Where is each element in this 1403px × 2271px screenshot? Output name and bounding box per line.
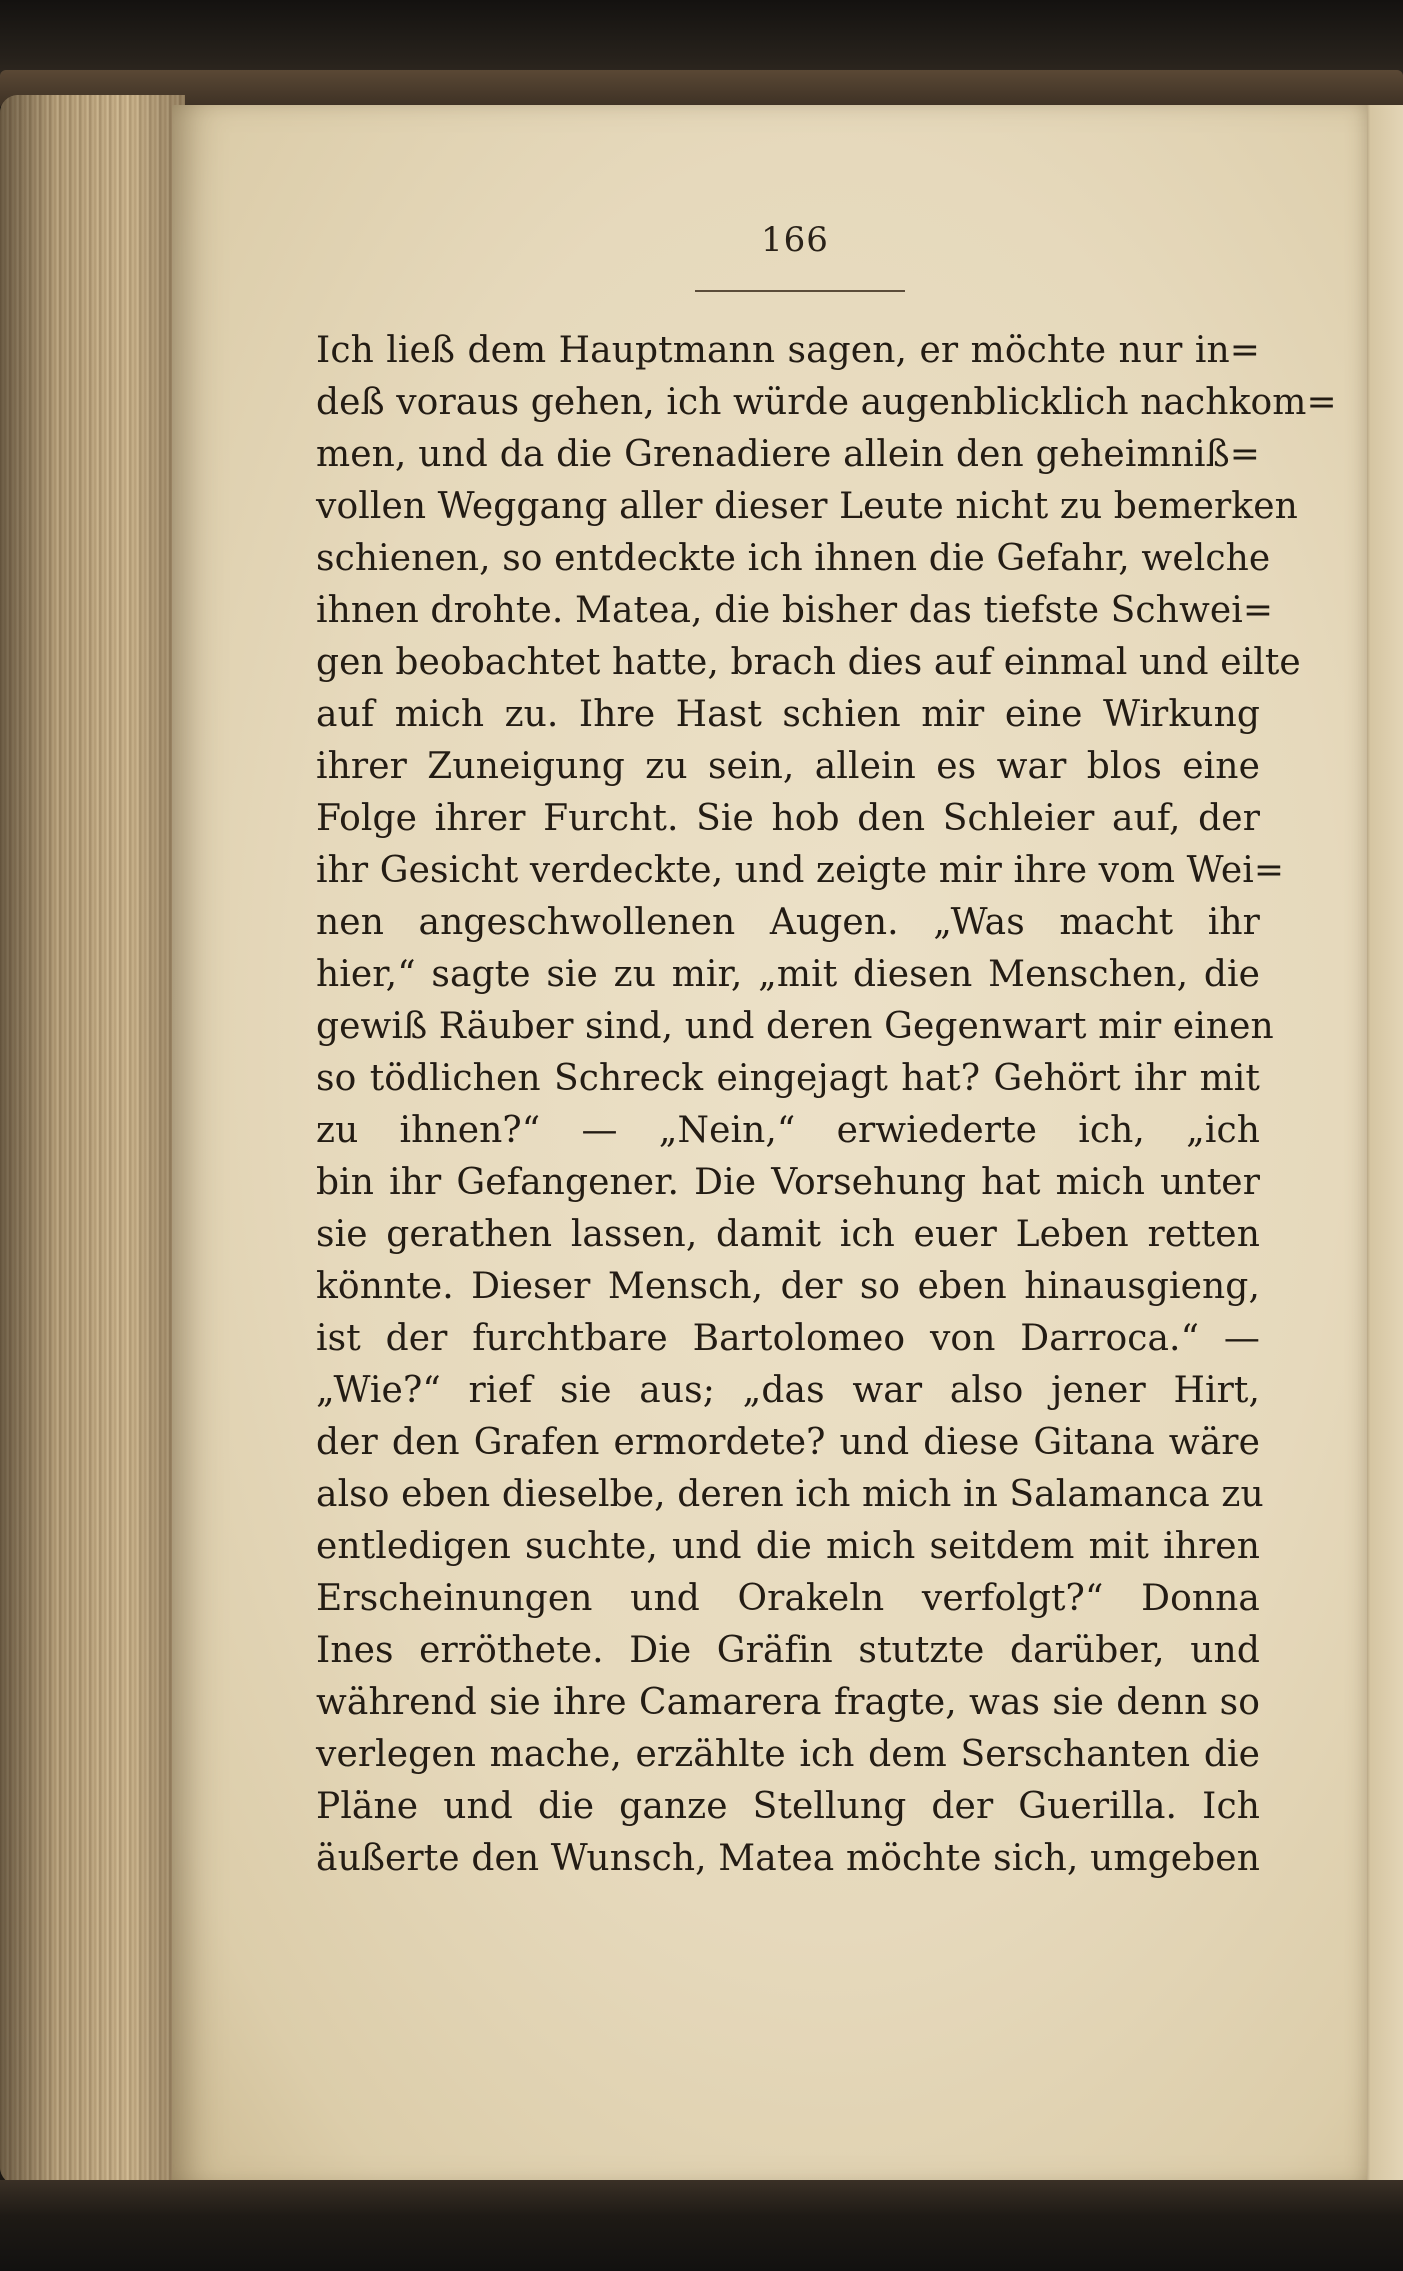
page-stack-shadow (0, 95, 185, 2185)
text-line: Erscheinungen und Orakeln verfolgt?“ Donna (316, 1578, 1260, 1619)
book-cover-edge (0, 70, 1403, 110)
text-line: bin ihr Gefangener. Die Vorsehung hat mich unter (316, 1162, 1260, 1203)
text-line: so tödlichen Schreck eingejagt hat? Gehört ihr mit (316, 1058, 1260, 1099)
facing-page-edge (1362, 105, 1403, 2183)
text-line: ist der furchtbare Bartolomeo von Darroca.“ — (316, 1318, 1260, 1359)
scan-background-bottom (0, 2180, 1403, 2271)
text-line: also eben dieselbe, deren ich mich in Salamanca zu (316, 1474, 1264, 1515)
text-line: gen beobachtet hatte, brach dies auf einmal und eilte (316, 642, 1301, 683)
text-line: men, und da die Grenadiere allein den geheimniß= (316, 434, 1260, 475)
text-line: gewiß Räuber sind, und deren Gegenwart mir einen (316, 1006, 1274, 1047)
text-line: könnte. Dieser Mensch, der so eben hinausgieng, (316, 1266, 1260, 1307)
text-line: Folge ihrer Furcht. Sie hob den Schleier auf, der (316, 798, 1260, 839)
page-number: 166 (761, 220, 829, 260)
text-line: vollen Weggang aller dieser Leute nicht zu bemerken (316, 486, 1298, 527)
text-line: schienen, so entdeckte ich ihnen die Gefahr, welche (316, 538, 1271, 579)
text-line: entledigen suchte, und die mich seitdem mit ihren (316, 1526, 1260, 1567)
text-line: äußerte den Wunsch, Matea möchte sich, umgeben (316, 1838, 1260, 1879)
text-line: hier,“ sagte sie zu mir, „mit diesen Menschen, die (316, 954, 1260, 995)
page-number-rule (695, 290, 905, 292)
text-line: Pläne und die ganze Stellung der Guerilla. Ich (316, 1786, 1260, 1827)
text-line: ihr Gesicht verdeckte, und zeigte mir ihre vom Wei= (316, 850, 1285, 891)
text-line: nen angeschwollenen Augen. „Was macht ihr (316, 902, 1260, 943)
text-line: Ich ließ dem Hauptmann sagen, er möchte nur in= (316, 330, 1260, 371)
body-text (316, 325, 1337, 1885)
text-line: Ines erröthete. Die Gräfin stutzte darüber, und (316, 1630, 1260, 1671)
text-line: während sie ihre Camarera fragte, was sie denn so (316, 1682, 1260, 1723)
text-line: ihnen drohte. Matea, die bisher das tiefste Schwei= (316, 590, 1274, 631)
text-line: zu ihnen?“ — „Nein,“ erwiederte ich, „ich (316, 1110, 1260, 1151)
text-line: der den Grafen ermordete? und diese Gitana wäre (316, 1422, 1260, 1463)
text-line: sie gerathen lassen, damit ich euer Leben retten (316, 1214, 1260, 1255)
text-line: ihrer Zuneigung zu sein, allein es war blos eine (316, 746, 1260, 787)
text-line: deß voraus gehen, ich würde augenblicklich nachkom= (316, 382, 1337, 423)
text-line: „Wie?“ rief sie aus; „das war also jener Hirt, (316, 1370, 1260, 1411)
text-line: verlegen mache, erzählte ich dem Serschanten die (316, 1734, 1260, 1775)
text-line: auf mich zu. Ihre Hast schien mir eine Wirkung (316, 694, 1260, 735)
